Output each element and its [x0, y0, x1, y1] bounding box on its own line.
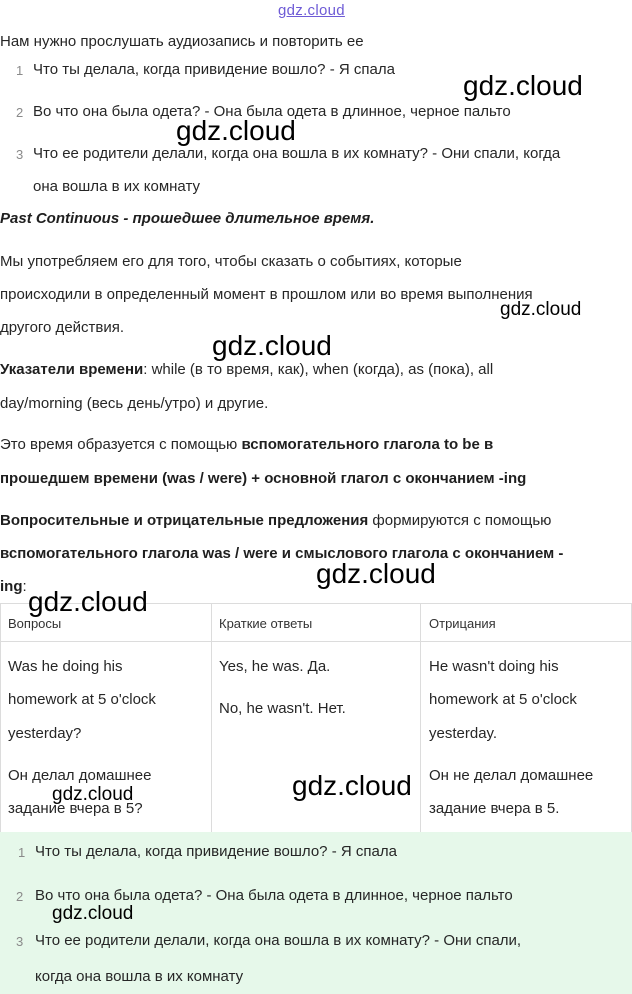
time-markers-line-2: day/morning (весь день/утро) и другие. [0, 395, 269, 412]
questions-line-2 [0, 545, 563, 562]
watermark: gdz.cloud [212, 330, 332, 361]
table-col2-line-1: Yes, he was. Да. [219, 658, 331, 675]
list2-item-2: Во что она была одета? - Она была одета в длинное, черное пальто [35, 887, 513, 904]
usage-line-2: происходили в определенный момент в прошлом или во время выполнения [0, 286, 533, 303]
list1-number-2: 2 [16, 105, 24, 120]
questions-line-3 [0, 578, 27, 595]
table-header-short-answers: Краткие ответы [219, 616, 313, 631]
formation-line-2 [0, 470, 526, 487]
questions-bold-2: вспомогательного глагола was / were и смыслового глагола с окончанием - [0, 545, 564, 562]
list1-item-1: Что ты делала, когда привидение вошло? - Я спала [33, 61, 395, 78]
formation-line-1 [0, 436, 493, 453]
time-markers-text: : while (в то время, как), when (когда), as (пока), all [143, 361, 494, 378]
section-title: Past Continuous - прошедшее длительное время. [0, 210, 375, 227]
table-col3-line-5: задание вчера в 5. [429, 800, 560, 817]
watermark: gdz.cloud [176, 115, 296, 146]
watermark: gdz.cloud [316, 558, 436, 589]
table-col1-line-5: задание вчера в 5? [8, 800, 143, 817]
formation-plain: Это время образуется с помощью [0, 436, 242, 453]
intro-text: Нам нужно прослушать аудиозапись и повторить ее [0, 33, 364, 50]
watermark: gdz.cloud [52, 903, 134, 924]
list1-item-3-line1: Что ее родители делали, когда она вошла в их комнату? - Они спали, когда [33, 145, 561, 162]
questions-colon: : [22, 578, 27, 595]
table-header-negations: Отрицания [429, 616, 496, 631]
table-col1-line-4: Он делал домашнее [8, 767, 152, 784]
usage-line-1: Мы употребляем его для того, чтобы сказать о событиях, которые [0, 253, 462, 270]
time-markers-line-1 [0, 361, 493, 378]
list2-item-1: Что ты делала, когда привидение вошло? - Я спала [35, 843, 397, 860]
list1-number-3: 3 [16, 147, 24, 162]
list2-item-3-line2: когда она вошла в их комнату [35, 968, 244, 985]
list1-number-1: 1 [16, 63, 24, 78]
list1-item-2: Во что она была одета? - Она была одета в длинное, черное пальто [33, 103, 511, 120]
table-col2-line-2: No, he wasn't. Нет. [219, 700, 346, 717]
watermark: gdz.cloud [292, 770, 412, 801]
questions-bold-3: ing [0, 578, 23, 595]
table-col3-line-4: Он не делал домашнее [429, 767, 594, 784]
top-watermark-link[interactable]: gdz.cloud [278, 2, 345, 19]
table-col3-line-3: yesterday. [429, 725, 498, 742]
table-col3-line-1: He wasn't doing his [429, 658, 559, 675]
list2-number-3: 3 [16, 934, 24, 949]
watermark: gdz.cloud [52, 784, 134, 805]
watermark: gdz.cloud [500, 299, 582, 320]
formation-bold-2: прошедшем времени (was / were) + основной глагол с окончанием -ing [0, 470, 527, 487]
list2-number-1: 1 [18, 845, 26, 860]
questions-line-1 [0, 512, 551, 529]
table-header-questions: Вопросы [8, 616, 62, 631]
table-col3-line-2: homework at 5 o'clock [429, 691, 577, 708]
table-col1-line-3: yesterday? [8, 725, 82, 742]
watermark: gdz.cloud [28, 586, 148, 617]
time-markers-label: Указатели времени [0, 361, 144, 378]
list1-item-3-line2: она вошла в их комнату [33, 178, 200, 195]
questions-bold: Вопросительные и отрицательные предложения [0, 512, 369, 529]
list2-item-3-line1: Что ее родители делали, когда она вошла в их комнату? - Они спали, [35, 932, 522, 949]
table-col1-line-1: Was he doing his [8, 658, 123, 675]
table-col1-line-2: homework at 5 o'clock [8, 691, 156, 708]
questions-plain: формируются с помощью [368, 512, 552, 529]
usage-line-3: другого действия. [0, 319, 125, 336]
list2-number-2: 2 [16, 889, 24, 904]
watermark: gdz.cloud [463, 70, 583, 101]
formation-bold-1: вспомогательного глагола to be в [241, 436, 494, 453]
